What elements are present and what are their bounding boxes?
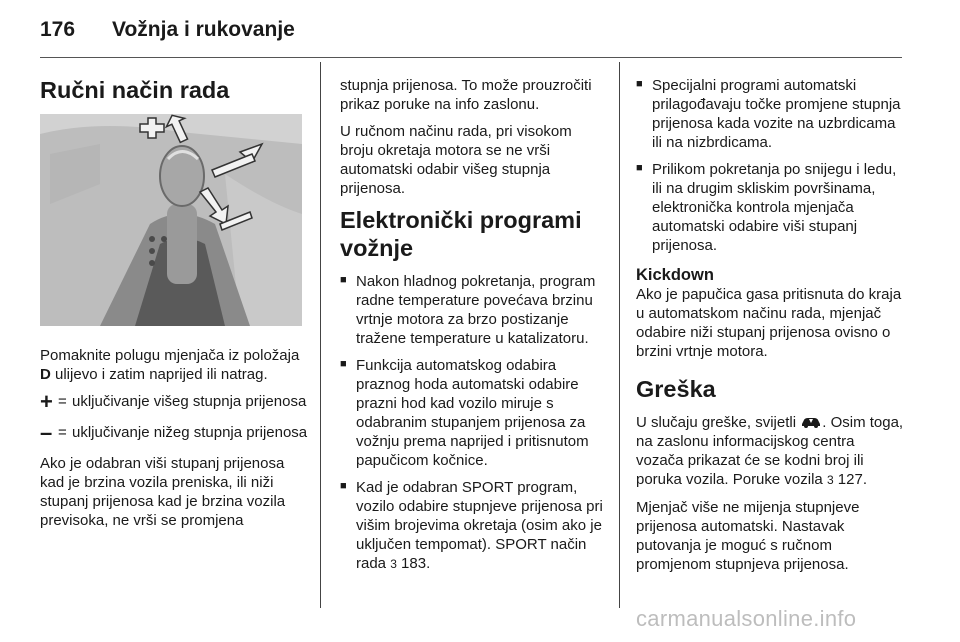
gear-lever-illustration	[40, 114, 302, 326]
page-reference: 183.	[396, 555, 431, 572]
plus-icon: +	[40, 389, 53, 414]
intro-text-b: ulijevo i zatim naprijed ili natrag.	[50, 366, 268, 383]
page-reference: 127.	[833, 471, 867, 488]
body-paragraph-last: Mjenjač više ne mijenja stupnjeve prijenosa automatski. Nastavak putovanja je moguć s ručnom promjenom stupnjeva prijenosa.	[636, 499, 860, 573]
section-heading-error: Greška	[636, 376, 716, 402]
body-paragraph-2: U ručnom načinu rada, pri visokom broju okretaja motora se ne vrši automatski odabir višeg stupnja prijenosa.	[340, 123, 572, 197]
page-number: 176	[40, 18, 76, 41]
error-text-a: U slučaju greške, svijetli	[636, 414, 801, 431]
intro-paragraph	[40, 346, 308, 384]
list-item: ■ Funkcija automatskog odabira praznog hoda automatski odabire prazni hod kad vozilo miruje s odabranim stupanjem prijenosa za vožnju prema naprijed i pritisnutom papučicom kočnice.	[340, 356, 606, 470]
equals-sign: =	[58, 424, 67, 441]
column-1	[40, 76, 308, 538]
error-paragraph	[636, 413, 904, 490]
body-paragraph: Ako je odabran viši stupanj prijenosa kad je brzina vozila preniska, ili niži stupanj prijenosa kad je brzina vozila previsoka, ne vrši se promjena	[40, 455, 286, 529]
intro-position-d: D	[40, 366, 51, 383]
list-item-text: Kad je odabran SPORT program, vozilo odabire stupnjeve prijenosa pri višim brojevima okretaja (osim ako je uključen tempomat). SPORT način rada	[356, 479, 603, 572]
car-warning-icon	[800, 416, 822, 428]
plus-description: uključivanje višeg stupnja prijenosa	[72, 393, 307, 410]
minus-icon: –	[40, 420, 53, 445]
page-reference-icon: 3	[826, 473, 834, 487]
column-3	[636, 76, 904, 582]
minus-description: uključivanje nižeg stupnja prijenosa	[72, 424, 308, 441]
section-heading-manual-mode: Ručni način rada	[40, 77, 230, 103]
watermark: carmanualsonline.info	[636, 606, 857, 631]
section-heading-driving-programs: Elektronički programi vožnje	[340, 207, 582, 261]
column-divider-2	[619, 62, 620, 608]
special-programs-list	[636, 76, 904, 255]
column-divider-1	[320, 62, 321, 608]
page-header	[40, 18, 295, 42]
body-paragraph-1: stupnja prijenosa. To može prouzročiti prikaz poruke na info zaslonu.	[340, 77, 592, 113]
list-item: ■ Nakon hladnog pokretanja, program radne temperature povećava brzinu vrtnje motora za brzo postizanje tražene temperature u katalizatoru.	[340, 272, 606, 348]
equals-sign: =	[58, 393, 67, 410]
column-2	[340, 76, 606, 582]
minus-legend	[40, 420, 308, 445]
gear-lever-figure	[40, 114, 302, 326]
page-reference-icon: 3	[390, 557, 397, 571]
header-divider	[40, 57, 902, 58]
kickdown-paragraph: Ako je papučica gasa pritisnuta do kraja u automatskom načinu rada, mjenjač odabire niži stupanj prijenosa ovisno o brzini vrtnje motora.	[636, 286, 902, 360]
driving-programs-list	[340, 272, 606, 574]
chapter-title: Vožnja i rukovanje	[112, 18, 295, 41]
list-item: ■ Specijalni programi automatski prilagođavaju točke promjene stupnja prijenosa kada vozite na uzbrdicama ili na nizbrdicama.	[636, 76, 904, 152]
intro-text-a: Pomaknite polugu mjenjača iz položaja	[40, 347, 300, 364]
subheading-kickdown: Kickdown	[636, 266, 714, 284]
plus-legend	[40, 389, 308, 414]
list-item	[340, 478, 606, 574]
error-text-b: . Osim toga, na zaslonu informacijskog centra vozača prikazat će se kodni broj ili poruka vozila. Poruke vozila	[636, 414, 904, 488]
list-item: ■ Prilikom pokretanja po snijegu i ledu, ili na drugim skliskim površinama, elektronička kontrola mjenjača automatski odabire viši stupanj prijenosa.	[636, 160, 904, 255]
